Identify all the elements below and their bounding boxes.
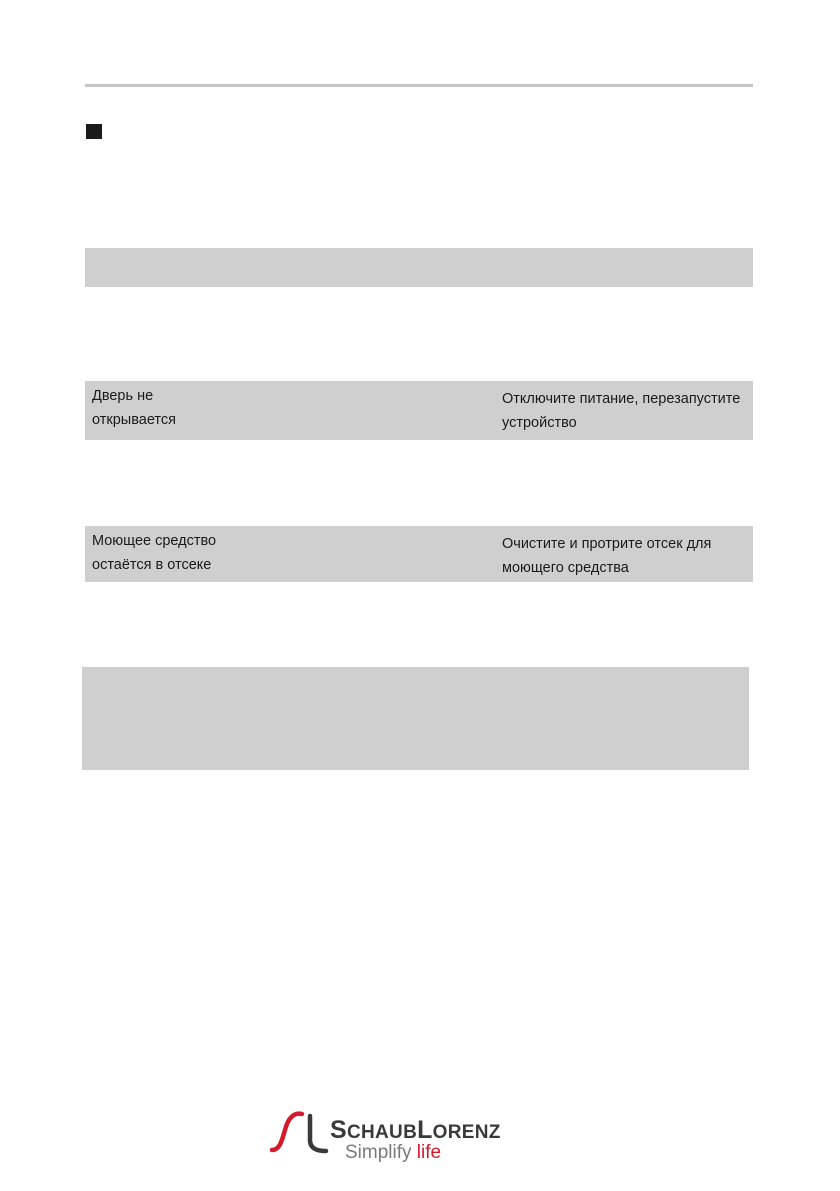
- problem-text: Дверь не: [92, 388, 154, 404]
- solution-text: Отключите питание, перезапустите: [502, 391, 741, 407]
- table-header-bar: [85, 248, 753, 287]
- solution-text: Очистите и протрите отсек для: [502, 536, 712, 552]
- solution-cell: [502, 387, 752, 435]
- sl-monogram-icon: [268, 1110, 330, 1156]
- section-bullet-icon: [86, 124, 102, 139]
- table-row: [85, 381, 753, 440]
- brand-slogan: Simplify life: [345, 1142, 442, 1163]
- table-row: [85, 526, 753, 582]
- solution-text: устройство: [502, 415, 577, 431]
- problem-text: остаётся в отсеке: [92, 557, 212, 573]
- top-divider: [85, 84, 753, 87]
- solution-cell: [502, 532, 752, 580]
- problem-cell: [92, 529, 392, 577]
- problem-text: Моющее средство: [92, 533, 217, 549]
- brand-name: SCHAUBLORENZ: [330, 1116, 501, 1144]
- brand-logo: [268, 1110, 548, 1168]
- problem-cell: [92, 384, 392, 432]
- solution-text: моющего средства: [502, 560, 629, 576]
- problem-text: открывается: [92, 412, 176, 428]
- note-box: [82, 667, 749, 770]
